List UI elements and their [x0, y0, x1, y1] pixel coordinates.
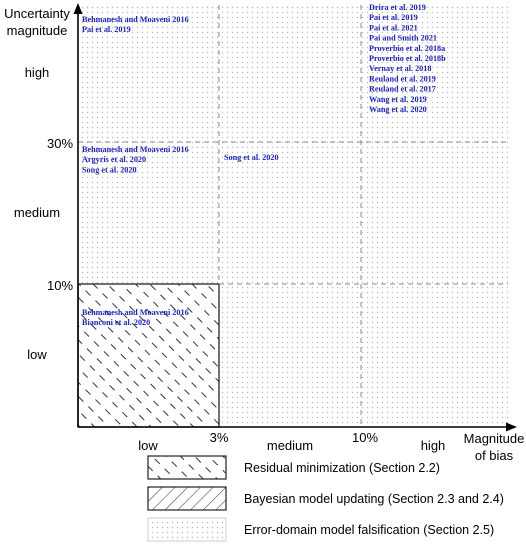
cell-medium-medium-citations — [224, 153, 279, 162]
citation: Behmanesh and Moaveni 2016 — [82, 145, 189, 154]
x-tick-10pct: 10% — [351, 430, 379, 445]
citation: Proverbio et al. 2018b — [369, 54, 446, 63]
x-level-high: high — [420, 438, 446, 453]
citation: Pai et al. 2019 — [82, 25, 131, 35]
citation: Pai and Smith 2021 — [369, 33, 438, 43]
legend-swatch-edmf — [148, 518, 226, 541]
y-level-low: low — [27, 347, 47, 362]
legend-label-edmf: Error-domain model falsification (Section 2.5) — [244, 523, 495, 537]
citation: Proverbio et al. 2018a — [369, 43, 446, 53]
y-tick-30pct: 30% — [46, 136, 74, 151]
x-level-medium: medium — [266, 438, 314, 453]
citation: Pai et al. 2019 — [369, 13, 418, 23]
citation: Wang et al. 2020 — [369, 105, 427, 114]
legend-label-residual: Residual minimization (Section 2.2) — [244, 461, 440, 475]
y-level-high: high — [24, 65, 50, 80]
citation: Vernay et al. 2018 — [369, 64, 432, 74]
legend — [148, 456, 504, 541]
y-axis-title-line1: Uncertainty — [4, 6, 70, 21]
x-axis-title-line1: Magnitude — [463, 431, 525, 446]
legend-swatch-bayesian — [148, 487, 226, 510]
citation: Wang et al. 2019 — [369, 94, 427, 104]
citation: Bianconi et al. 2020 — [82, 318, 151, 328]
x-axis-title-line2: of bias — [474, 448, 514, 463]
citation: Reuland et al. 2017 — [369, 84, 436, 94]
legend-swatch-residual-hatch — [148, 456, 226, 479]
y-axis-title-line2: magnitude — [6, 23, 68, 38]
citation: Behmanesh and Moaveni 2016 — [82, 15, 189, 24]
legend-label-bayesian: Bayesian model updating (Section 2.3 and 2.4) — [244, 492, 504, 506]
citation: Reuland et al. 2019 — [369, 74, 436, 84]
citation: Song et al. 2020 — [82, 165, 137, 175]
citation: Pai et al. 2021 — [369, 23, 418, 33]
citation: Drira et al. 2019 — [369, 3, 426, 12]
x-level-low: low — [138, 438, 158, 453]
residual-region-hatch — [78, 284, 219, 427]
citation: Behmanesh and Moaveni 2016 — [82, 308, 189, 317]
citation: Song et al. 2020 — [224, 153, 279, 162]
citation: Argyris et al. 2020 — [82, 155, 147, 165]
y-tick-10pct: 10% — [46, 278, 74, 293]
y-level-medium: medium — [13, 205, 61, 220]
x-tick-3pct: 3% — [209, 430, 229, 445]
